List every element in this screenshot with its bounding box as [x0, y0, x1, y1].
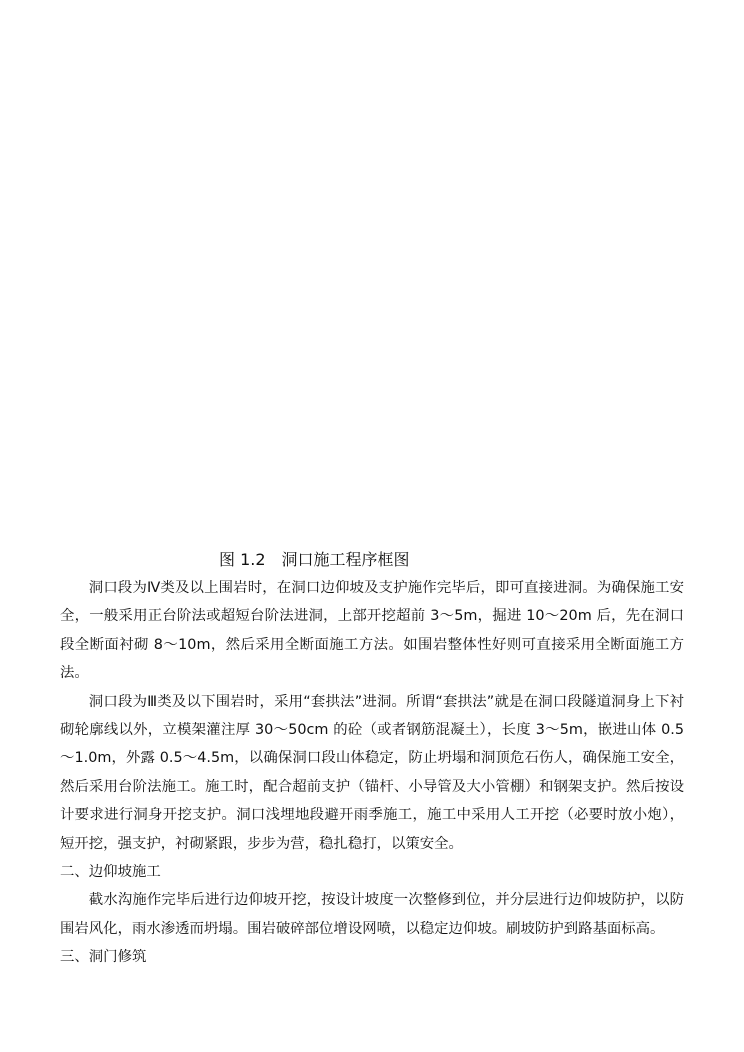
paragraph-iii-class-rock: 洞口段为Ⅲ类及以下围岩时，采用“套拱法”进洞。所谓“套拱法”就是在洞口段隧道洞身上下衬砌轮廓线以外，立模架灌注厚 30～50cm 的砼（或者钢筋混凝土），长度 3～5m，嵌进山体 0.5～1.0m，外露 0.5～4.5m，以确保洞口段山体稳定，防止坍塌和洞顶危石伤人，确保施工安全，然后采用台阶法施工。施工时，配合超前支护（锚杆、小导管及大小管棚）和钢架支护。然后按设计要求进行洞身开挖支护。洞口浅埋地段避开雨季施工，施工中采用人工开挖（必要时放小炮），短开挖，强支护，衬砌紧跟，步步为营，稳扎稳打，以策安全。	[60, 693, 684, 852]
paragraph-iv-class-rock: 洞口段为Ⅳ类及以上围岩时，在洞口边仰坡及支护施作完毕后，即可直接进洞。为确保施工安全，一般采用正台阶法或超短台阶法进洞，上部开挖超前 3～5m，掘进 10～20m 后，先在洞口段全断面衬砌 8～10m，然后采用全断面施工方法。如围岩整体性好则可直接采用全断面施工方法。	[60, 580, 684, 682]
paragraph-slope-construction: 截水沟施作完毕后进行边仰坡开挖，按设计坡度一次整修到位，并分层进行边仰坡防护，以防围岩风化，雨水渗透而坍塌。围岩破碎部位增设网喷，以稳定边仰坡。刷坡防护到路基面标高。	[60, 892, 684, 937]
document-body	[60, 574, 684, 972]
figure-caption: 图 1.2 洞口施工程序框图	[219, 550, 410, 569]
section-heading-portal-construction: 三、洞门修筑	[60, 949, 147, 966]
figure-area	[60, 60, 684, 540]
section-heading-slope-construction: 二、边仰坡施工	[60, 864, 161, 881]
